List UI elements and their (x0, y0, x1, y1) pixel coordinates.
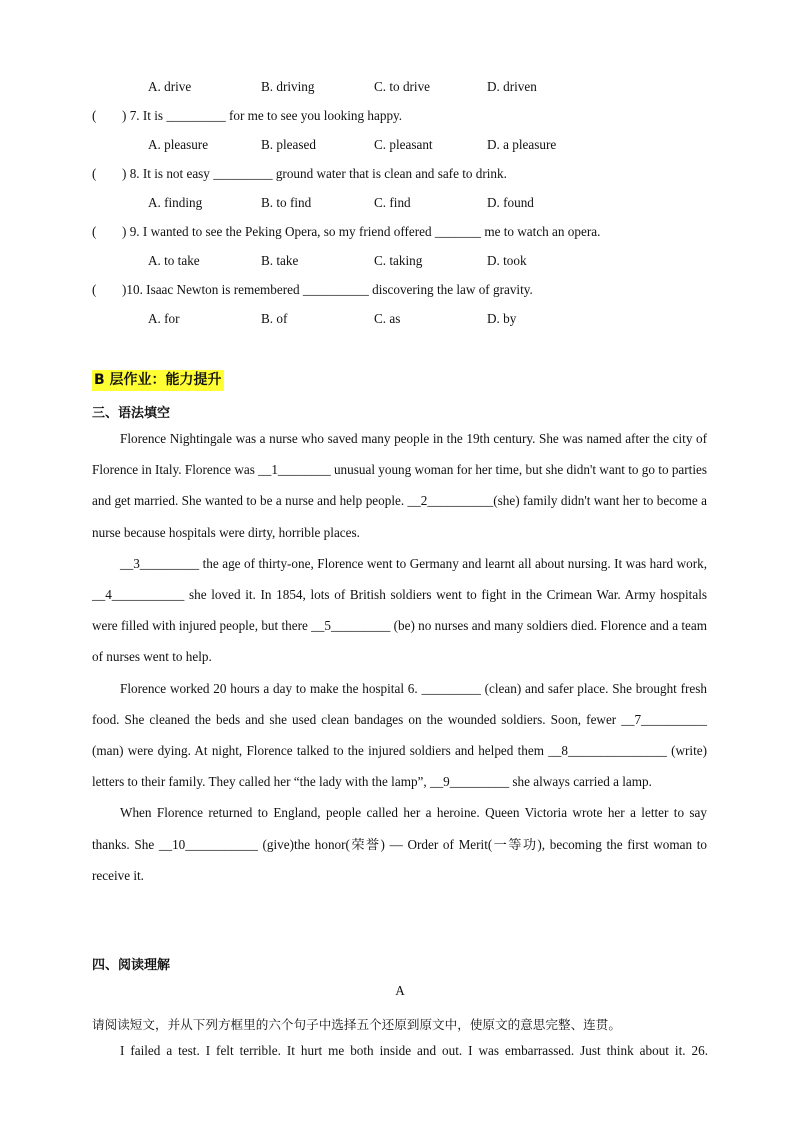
option-d: D. took (487, 253, 527, 268)
question-8-stem (92, 166, 507, 182)
option-a: A. for (148, 311, 180, 326)
answer-paren: ( (92, 282, 97, 297)
question-7-options (148, 137, 600, 153)
option-a: A. drive (148, 79, 192, 94)
question-text: ) 9. I wanted to see the Peking Opera, so my friend offered _______ me to watch an opera. (122, 224, 601, 239)
question-10-options (148, 311, 600, 327)
option-b: B. pleased (261, 137, 316, 152)
option-b: B. to find (261, 195, 312, 210)
option-a: A. pleasure (148, 137, 209, 152)
question-9-stem (92, 224, 600, 240)
section-3-heading: 三、语法填空 (92, 406, 171, 421)
answer-paren: ( (92, 108, 97, 123)
question-text: ) 7. It is _________ for me to see you looking happy. (122, 108, 403, 123)
option-c: C. taking (374, 253, 423, 268)
passage-paragraph: Florence Nightingale was a nurse who saved many people in the 19th century. She was named after the city of Florence in Italy. Florence was __1________ unusual young woman for her time, but she didn't want to go to parties and get married. She wanted to be a nurse and help people. __2__________(she) family didn't want her to become a nurse because hospitals were dirty, horrible places. (92, 431, 707, 540)
answer-paren: ( (92, 224, 97, 239)
option-c: C. as (374, 311, 401, 326)
option-d: D. by (487, 311, 517, 326)
section-4-heading: 四、阅读理解 (92, 958, 171, 973)
option-b: B. take (261, 253, 299, 268)
option-a: A. finding (148, 195, 203, 210)
passage-paragraph: Florence worked 20 hours a day to make the hospital 6. _________ (clean) and safer place. She brought fresh food. She cleaned the beds and she used clean bandages on the wounded soldiers. Soon, fewer __7__________ (man) were dying. At night, Florence talked to the injured soldiers and helped them __8_______________ (write) letters to their family. They called her “the lady with the lamp”, __9_________ she always carried a lamp. (92, 680, 707, 790)
option-d: D. driven (487, 79, 537, 94)
reading-passage-first-line: I failed a test. I felt terrible. It hurt me both inside and out. I was embarrassed. Just think about it. 26. (120, 1043, 708, 1058)
answer-paren: ( (92, 166, 97, 181)
question-8-options (148, 195, 600, 211)
section-b-title: B 层作业：能力提升 (92, 370, 224, 391)
option-a: A. to take (148, 253, 200, 268)
passage-paragraph: __3_________ the age of thirty-one, Florence went to Germany and learnt all about nursing. It was hard work, __4___________ she loved it. In 1854, lots of British soldiers went to fight in the Crimean War. Army hospitals were filled with injured people, but there __5_________ (be) no nurses and many soldiers died. Florence and a team of nurses went to help. (92, 555, 707, 665)
option-c: C. to drive (374, 79, 431, 94)
question-6-options (148, 79, 600, 95)
question-text: )10. Isaac Newton is remembered __________ discovering the law of gravity. (122, 282, 533, 297)
grammar-fill-passage (92, 423, 707, 891)
option-d: D. found (487, 195, 534, 210)
question-7-stem (92, 108, 402, 124)
option-c: C. find (374, 195, 411, 210)
question-text: ) 8. It is not easy _________ ground water that is clean and safe to drink. (122, 166, 507, 181)
question-9-options (148, 253, 600, 269)
option-b: B. driving (261, 79, 315, 94)
option-d: D. a pleasure (487, 137, 557, 152)
passage-paragraph: When Florence returned to England, people called her a heroine. Queen Victoria wrote her a letter to say thanks. She __10___________ (give)the honor(荣誉) — Order of Merit(一等功), becoming the first woman to receive it. (92, 805, 707, 883)
option-c: C. pleasant (374, 137, 433, 152)
question-10-stem (92, 282, 533, 298)
part-label: A (395, 983, 405, 998)
option-b: B. of (261, 311, 288, 326)
reading-instruction: 请阅读短文，并从下列方框里的六个句子中选择五个还原到原文中，使原文的意思完整、连贯。 (92, 1017, 621, 1032)
